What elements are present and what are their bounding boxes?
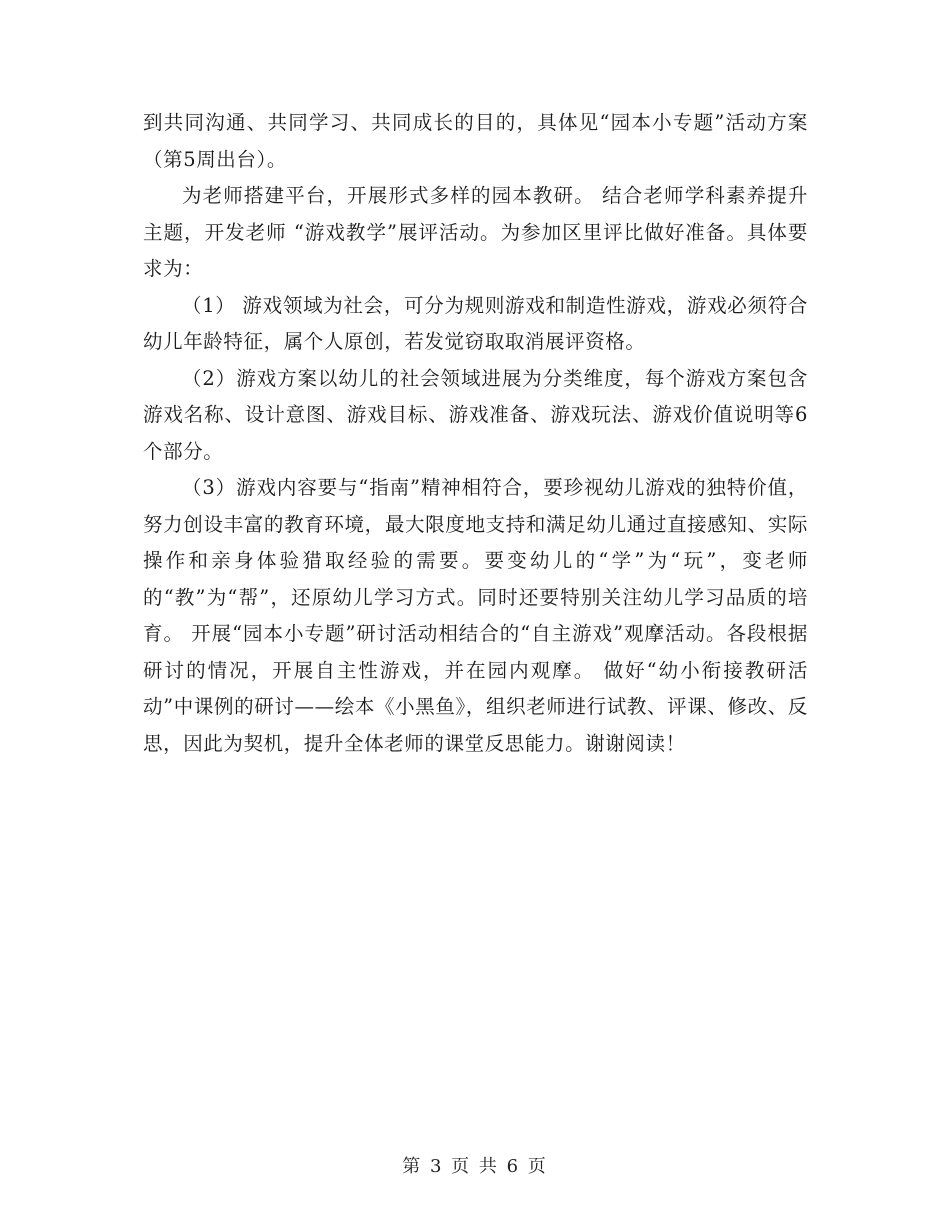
paragraph-requirement-2: （2）游戏方案以幼儿的社会领域进展为分类维度，每个游戏方案包含游戏名称、设计意图、游戏目标、游戏准备、游戏玩法、游戏价值说明等6个部分。 — [143, 366, 808, 463]
paragraph-continuation: 到共同沟通、共同学习、共同成长的目的，具体见“园本小专题”活动方案（第5周出台）。 — [143, 111, 808, 171]
paragraph-requirement-1: （1） 游戏领域为社会，可分为规则游戏和制造性游戏，游戏必须符合幼儿年龄特征，属个人原创，若发觉窃取取消展评资格。 — [143, 293, 808, 353]
page-number-footer: 第 3 页 共 6 页 — [402, 1156, 548, 1177]
document-body — [143, 105, 808, 762]
paragraph-platform: 为老师搭建平台，开展形式多样的园本教研。 结合老师学科素养提升主题，开发老师 “游戏教学”展评活动。为参加区里评比做好准备。具体要求为： — [143, 184, 808, 280]
paragraph-requirement-3: （3）游戏内容要与“指南”精神相符合，要珍视幼儿游戏的独特价值，努力创设丰富的教育环境，最大限度地支持和满足幼儿通过直接感知、实际操作和亲身体验猎取经验的需要。要变幼儿的“学”为“玩”，变老师的“教”为“帮”，还原幼儿学习方式。同时还要特别关注幼儿学习品质的培育。 开展“园本小专题”研讨活动相结合的“自主游戏”观摩活动。各段根据研讨的情况，开展自主性游戏，并在园内观摩。 做好“幼小衔接教研活动”中课例的研讨——绘本《小黑鱼》，组织老师进行试教、评课、修改、反思，因此为契机，提升全体老师的课堂反思能力。谢谢阅读！ — [143, 476, 808, 755]
